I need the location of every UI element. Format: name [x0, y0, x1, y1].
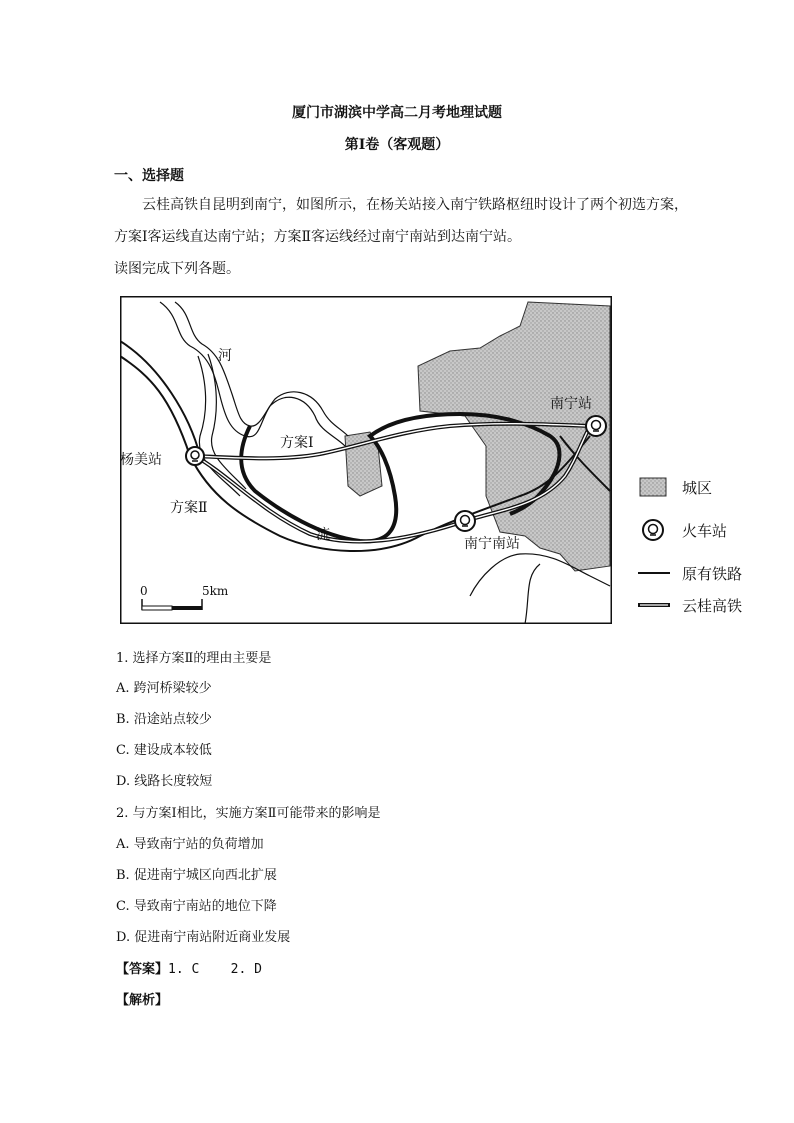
label-river-he: 河 [218, 348, 232, 364]
label-nanning: 南宁站 [550, 396, 592, 412]
label-nanning-south: 南宁南站 [464, 536, 520, 552]
label-river-liu: 流 [316, 527, 330, 543]
railway-map [120, 296, 612, 624]
answer-line [116, 958, 262, 977]
legend-hsr-label: 云桂高铁 [682, 597, 743, 615]
label-plan-2: 方案Ⅱ [170, 500, 208, 516]
label-yangmei: 杨美站 [120, 452, 162, 468]
paper-title: 厦门市湖滨中学高二月考地理试题 [292, 105, 502, 121]
question-1-option-c: C. 建设成本较低 [116, 743, 212, 758]
question-2-option-c: C. 导致南宁南站的地位下降 [116, 899, 277, 914]
legend-station-label: 火车站 [682, 522, 728, 540]
station-nanning-south-icon [455, 511, 475, 531]
question-2-option-b: B. 促进南宁城区向西北扩展 [116, 868, 277, 883]
station-yangmei-icon [186, 447, 204, 465]
question-1-option-d: D. 线路长度较短 [116, 774, 213, 789]
legend-urban-label: 城区 [682, 479, 713, 497]
legend-old-rail-label: 原有铁路 [682, 565, 743, 583]
legend-urban-swatch [640, 478, 666, 496]
intro-line-1: 云桂高铁自昆明到南宁，如图所示，在杨关站接入南宁铁路枢纽时设计了两个初选方案， [142, 197, 688, 213]
question-1-option-a: A. 跨河桥梁较少 [116, 681, 212, 696]
answer-value: 1. C 2. D [168, 962, 262, 977]
question-2-stem: 2. 与方案Ⅰ相比，实施方案Ⅱ可能带来的影响是 [116, 806, 381, 821]
intro-line-2: 方案Ⅰ客运线直达南宁站；方案Ⅱ客运线经过南宁南站到达南宁站。 [114, 229, 522, 245]
paper-subtitle: 第Ⅰ卷（客观题） [344, 137, 450, 153]
scale-length: 5km [202, 584, 229, 598]
question-1-stem: 1. 选择方案Ⅱ的理由主要是 [116, 651, 272, 666]
label-plan-1: 方案Ⅰ [280, 435, 314, 451]
question-2-option-a: A. 导致南宁站的负荷增加 [116, 837, 264, 852]
answer-label: 【答案】 [116, 962, 169, 977]
map-legend [636, 470, 786, 620]
section-heading: 一、选择题 [114, 168, 184, 184]
intro-line-3: 读图完成下列各题。 [114, 261, 240, 277]
question-1-option-b: B. 沿途站点较少 [116, 712, 212, 727]
scale-zero: 0 [140, 584, 148, 598]
legend-station-icon [643, 520, 663, 540]
question-2-option-d: D. 促进南宁南站附近商业发展 [116, 930, 291, 945]
station-nanning-icon [586, 416, 606, 436]
analysis-label: 【解析】 [116, 993, 169, 1008]
